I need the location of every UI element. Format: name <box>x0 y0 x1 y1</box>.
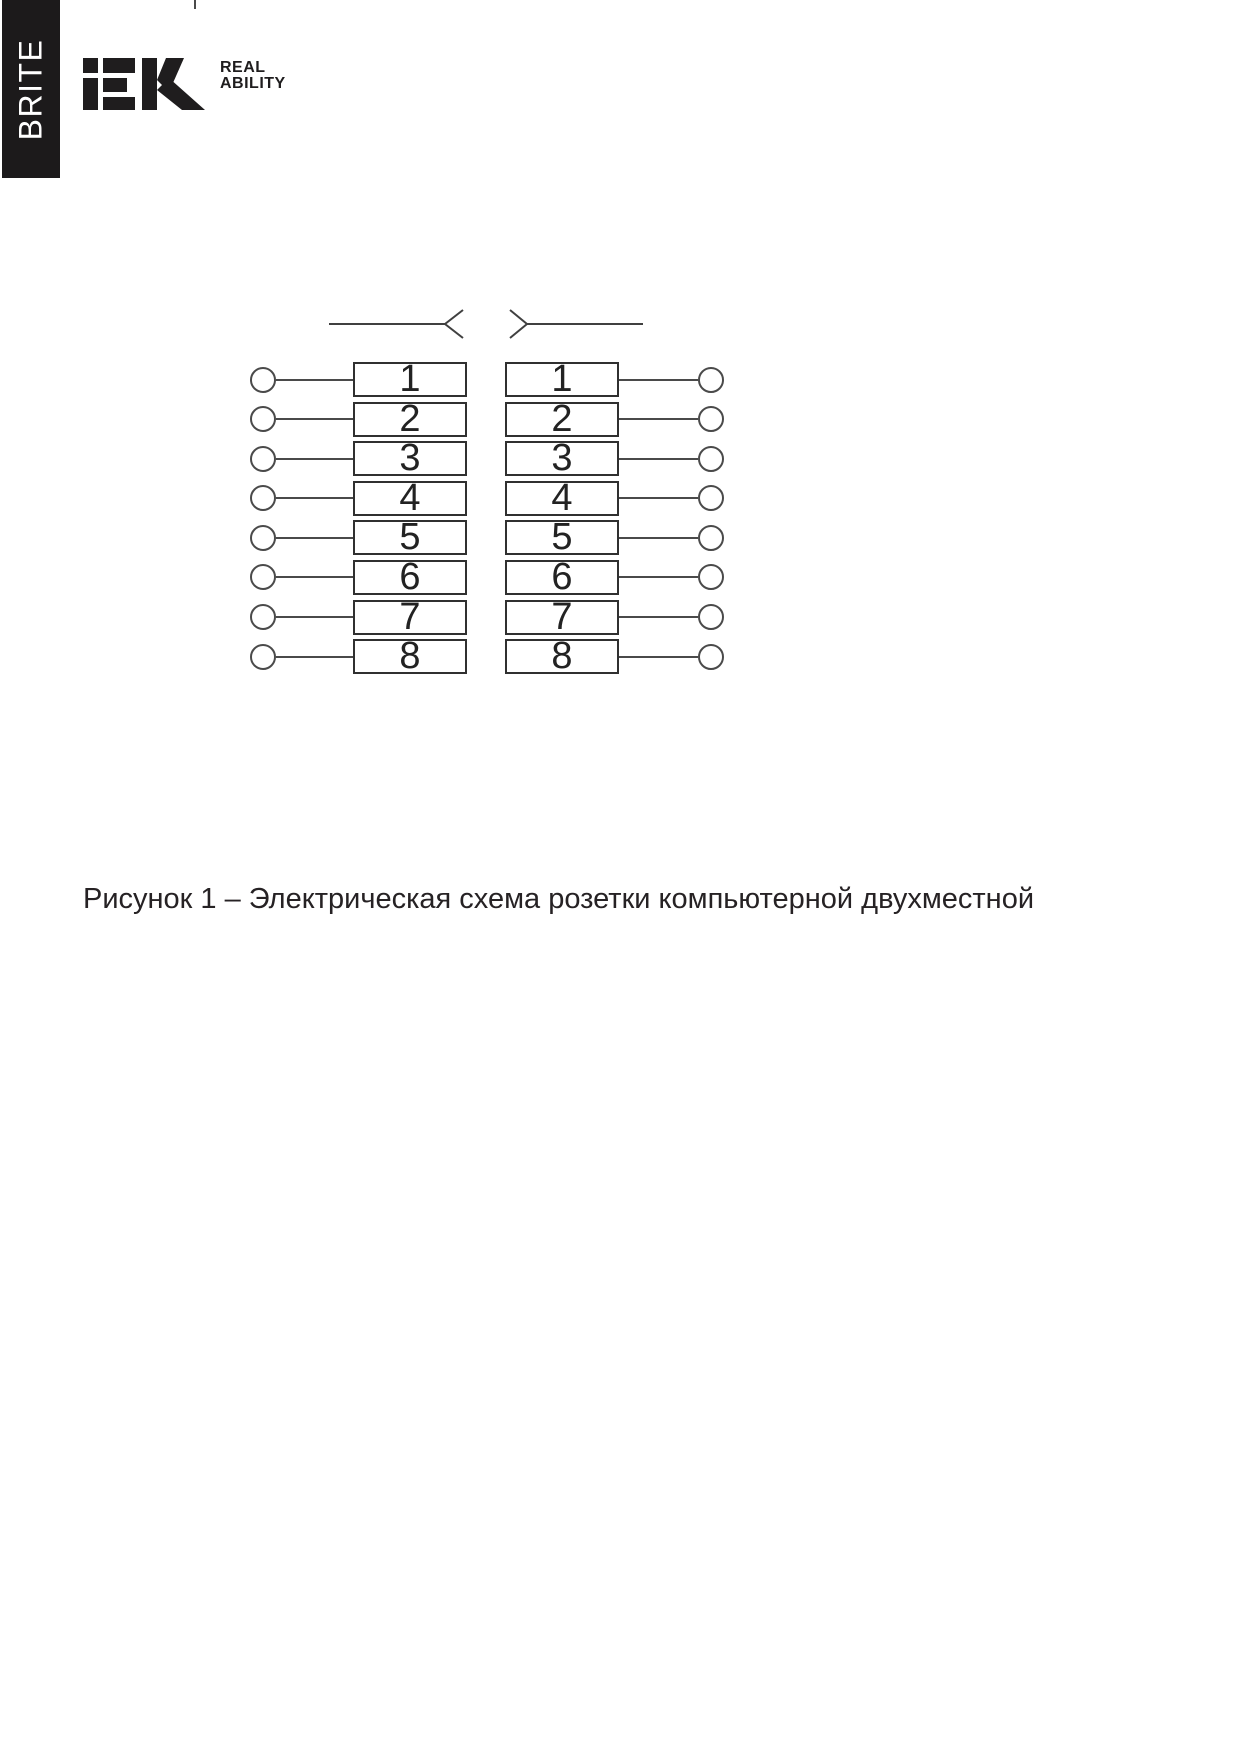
pin-terminal-circle-icon <box>698 485 724 511</box>
pin-cell-right: 8 <box>505 639 619 674</box>
scan-mark <box>194 0 196 9</box>
wire-left <box>276 379 353 381</box>
pin-terminal-circle-icon <box>250 485 276 511</box>
pin-terminal-circle-icon <box>250 644 276 670</box>
pin-cell-right: 4 <box>505 481 619 516</box>
wire-right <box>619 379 698 381</box>
pin-cell-left: 3 <box>353 441 467 476</box>
pin-cell-right: 3 <box>505 441 619 476</box>
wire-right <box>619 537 698 539</box>
pin-terminal-circle-icon <box>250 604 276 630</box>
pin-terminal-circle-icon <box>250 525 276 551</box>
pin-row <box>250 437 724 480</box>
tagline-line1: REAL <box>220 59 266 76</box>
wire-left <box>276 656 353 658</box>
pin-terminal-circle-icon <box>698 367 724 393</box>
pin-cell-left: 2 <box>353 402 467 437</box>
pin-cell-right: 7 <box>505 600 619 635</box>
pin-terminal-circle-icon <box>250 446 276 472</box>
mating-connector-right-icon <box>510 310 643 338</box>
brand-header <box>83 58 286 110</box>
wire-left <box>276 616 353 618</box>
pin-terminal-circle-icon <box>250 367 276 393</box>
wire-right <box>619 576 698 578</box>
mating-connector-symbol <box>320 300 650 348</box>
pin-cell-left: 7 <box>353 600 467 635</box>
pin-cell-left: 8 <box>353 639 467 674</box>
pin-cell-right: 1 <box>505 362 619 397</box>
pin-terminal-circle-icon <box>698 644 724 670</box>
mating-connector-left-icon <box>329 310 463 338</box>
wire-right <box>619 418 698 420</box>
pin-row <box>250 635 724 678</box>
wire-left <box>276 458 353 460</box>
pin-cell-right: 6 <box>505 560 619 595</box>
pin-terminal-circle-icon <box>698 406 724 432</box>
pin-row <box>250 595 724 638</box>
figure-caption: Рисунок 1 – Электрическая схема розетки компьютерной двухместной <box>83 883 1035 915</box>
pin-cell-left: 5 <box>353 520 467 555</box>
pin-terminal-circle-icon <box>698 446 724 472</box>
wire-right <box>619 616 698 618</box>
pin-row <box>250 516 724 559</box>
pin-cell-left: 4 <box>353 481 467 516</box>
wire-right <box>619 656 698 658</box>
iek-logo-icon <box>83 58 208 110</box>
wire-left <box>276 537 353 539</box>
pin-terminal-circle-icon <box>698 564 724 590</box>
wire-left <box>276 576 353 578</box>
pin-row <box>250 397 724 440</box>
pin-row <box>250 358 724 400</box>
pin-terminal-circle-icon <box>698 604 724 630</box>
pin-row <box>250 555 724 598</box>
brite-banner <box>2 0 60 178</box>
wire-left <box>276 418 353 420</box>
pin-cell-right: 2 <box>505 402 619 437</box>
pin-terminal-circle-icon <box>250 564 276 590</box>
pin-cell-left: 1 <box>353 362 467 397</box>
pin-cell-right: 5 <box>505 520 619 555</box>
pin-cell-left: 6 <box>353 560 467 595</box>
brite-banner-label: BRITE <box>12 38 49 140</box>
connector-pin-diagram <box>250 358 724 678</box>
pin-terminal-circle-icon <box>698 525 724 551</box>
wire-left <box>276 497 353 499</box>
wire-right <box>619 497 698 499</box>
pin-terminal-circle-icon <box>250 406 276 432</box>
brand-tagline <box>220 60 286 92</box>
tagline-line2: ABILITY <box>220 75 286 92</box>
wire-right <box>619 458 698 460</box>
pin-row <box>250 476 724 519</box>
